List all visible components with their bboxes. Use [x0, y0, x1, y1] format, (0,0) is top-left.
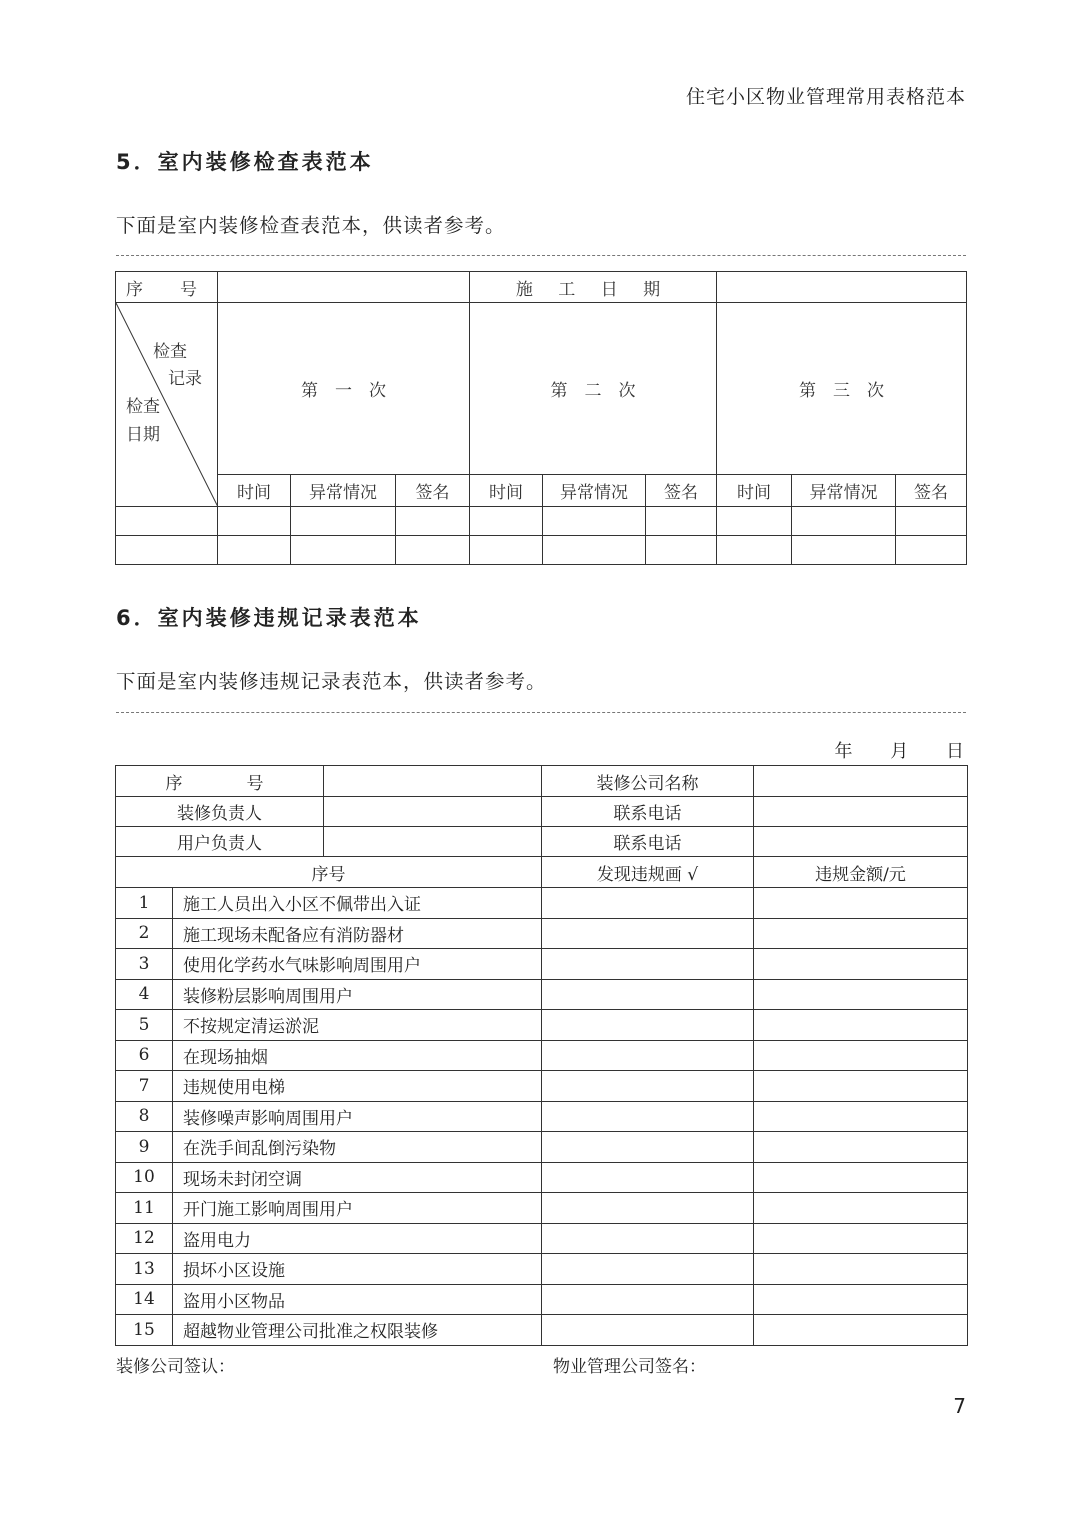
- owner-leader-value-cell: [324, 827, 542, 857]
- running-head: 住宅小区物业管理常用表格范本: [685, 86, 966, 108]
- table-row: [116, 1101, 968, 1132]
- found-cell: [542, 918, 754, 949]
- violation-item: 违规使用电梯: [173, 1071, 542, 1102]
- amount-cell: [754, 1101, 968, 1132]
- owner-leader-header: 用户负责人: [116, 827, 324, 857]
- decoration-leader-header: 装修负责人: [116, 797, 324, 827]
- company-name-header: 装修公司名称: [542, 766, 754, 797]
- found-cell: [542, 1010, 754, 1041]
- phone-header-1: 联系电话: [542, 797, 754, 827]
- section6-title: 6．室内装修违规记录表范本: [116, 606, 422, 630]
- found-cell: [542, 1132, 754, 1163]
- diag-label-record: 记录: [168, 369, 202, 389]
- row-number: 14: [116, 1284, 173, 1315]
- found-cell: [542, 888, 754, 919]
- found-cell: [542, 1101, 754, 1132]
- table-row: [116, 918, 968, 949]
- found-cell: [542, 1223, 754, 1254]
- company-sign-label: 装修公司签认：: [116, 1357, 235, 1377]
- phone-header-2: 联系电话: [542, 827, 754, 857]
- violation-item: 超越物业管理公司批准之权限装修: [173, 1315, 542, 1346]
- subheader-time: 时间: [470, 475, 543, 507]
- subheader-abnormal: 异常情况: [792, 475, 896, 507]
- table-row: [116, 1010, 968, 1041]
- found-cell: [542, 979, 754, 1010]
- amount-cell: [754, 949, 968, 980]
- amount-cell: [754, 1040, 968, 1071]
- found-cell: [542, 1315, 754, 1346]
- col-header-amount: 违规金额/元: [754, 857, 968, 888]
- property-sign-label: 物业管理公司签名：: [553, 1357, 706, 1377]
- amount-cell: [754, 1071, 968, 1102]
- violation-item: 盗用小区物品: [173, 1284, 542, 1315]
- amount-cell: [754, 888, 968, 919]
- table-row: [116, 1132, 968, 1163]
- violation-table: [115, 765, 968, 1346]
- found-cell: [542, 1284, 754, 1315]
- serial-header: 序 号: [116, 766, 324, 797]
- violation-item: 使用化学药水气味影响周围用户: [173, 949, 542, 980]
- violation-item: 在洗手间乱倒污染物: [173, 1132, 542, 1163]
- row-number: 15: [116, 1315, 173, 1346]
- subheader-time: 时间: [717, 475, 792, 507]
- date-line: 年 月 日: [834, 741, 966, 762]
- col-header-serial: 序号: [116, 857, 542, 888]
- table-row: [116, 1193, 968, 1224]
- violation-item: 装修粉层影响周围用户: [173, 979, 542, 1010]
- amount-cell: [754, 979, 968, 1010]
- serial-value-cell: [324, 766, 542, 797]
- row-number: 2: [116, 918, 173, 949]
- found-cell: [542, 1193, 754, 1224]
- found-cell: [542, 1071, 754, 1102]
- violation-item: 损坏小区设施: [173, 1254, 542, 1285]
- row-number: 1: [116, 888, 173, 919]
- construction-date-value-cell: [717, 272, 967, 303]
- row-number: 10: [116, 1162, 173, 1193]
- table-row: [116, 1284, 968, 1315]
- row-number: 8: [116, 1101, 173, 1132]
- row-number: 13: [116, 1254, 173, 1285]
- violation-item: 开门施工影响周围用户: [173, 1193, 542, 1224]
- table-row: [116, 1254, 968, 1285]
- row-number: 5: [116, 1010, 173, 1041]
- violation-item: 盗用电力: [173, 1223, 542, 1254]
- row-number: 12: [116, 1223, 173, 1254]
- table-row: [116, 979, 968, 1010]
- table-row: [116, 1315, 968, 1346]
- violation-item: 现场未封闭空调: [173, 1162, 542, 1193]
- subheader-time: 时间: [218, 475, 291, 507]
- subheader-sign: 签名: [396, 475, 470, 507]
- construction-date-header: 施 工 日 期: [470, 272, 717, 303]
- table-row: [116, 536, 967, 565]
- diag-label-check: 检查: [153, 342, 187, 362]
- violation-item: 在现场抽烟: [173, 1040, 542, 1071]
- section5-title: 5．室内装修检查表范本: [116, 150, 374, 174]
- amount-cell: [754, 1315, 968, 1346]
- violation-item: 不按规定清运淤泥: [173, 1010, 542, 1041]
- decoration-leader-value-cell: [324, 797, 542, 827]
- serial-header: 序 号: [116, 272, 218, 303]
- table-row: [116, 1223, 968, 1254]
- violation-item: 施工人员出入小区不佩带出入证: [173, 888, 542, 919]
- row-number: 6: [116, 1040, 173, 1071]
- table-row: [116, 949, 968, 980]
- row-number: 9: [116, 1132, 173, 1163]
- amount-cell: [754, 1010, 968, 1041]
- violation-item: 装修噪声影响周围用户: [173, 1101, 542, 1132]
- subheader-sign: 签名: [646, 475, 717, 507]
- row-number: 4: [116, 979, 173, 1010]
- subheader-sign: 签名: [896, 475, 967, 507]
- page-number: 7: [953, 1394, 966, 1418]
- violation-rows: [116, 888, 968, 1346]
- table-row: [116, 507, 967, 536]
- table-row: [116, 1071, 968, 1102]
- amount-cell: [754, 1162, 968, 1193]
- table-row: [116, 1040, 968, 1071]
- found-cell: [542, 1254, 754, 1285]
- round-2-header: 第 二 次: [470, 303, 717, 475]
- amount-cell: [754, 1223, 968, 1254]
- serial-value-cell: [218, 272, 470, 303]
- row-number: 3: [116, 949, 173, 980]
- phone-value-cell-2: [754, 827, 968, 857]
- phone-value-cell-1: [754, 797, 968, 827]
- diag-label-date: 日期: [126, 425, 160, 445]
- violation-item: 施工现场未配备应有消防器材: [173, 918, 542, 949]
- subheader-abnormal: 异常情况: [543, 475, 646, 507]
- found-cell: [542, 949, 754, 980]
- round-3-header: 第 三 次: [717, 303, 967, 475]
- inspection-table: [115, 271, 967, 565]
- table-row: [116, 888, 968, 919]
- row-number: 11: [116, 1193, 173, 1224]
- diag-label-check-bottom: 检查: [126, 397, 160, 417]
- subheader-abnormal: 异常情况: [291, 475, 396, 507]
- row-number: 7: [116, 1071, 173, 1102]
- col-header-found: 发现违规画 √: [542, 857, 754, 888]
- section5-divider: [116, 255, 966, 256]
- found-cell: [542, 1162, 754, 1193]
- company-name-value-cell: [754, 766, 968, 797]
- found-cell: [542, 1040, 754, 1071]
- round-1-header: 第 一 次: [218, 303, 470, 475]
- section6-divider: [116, 712, 966, 713]
- diagonal-header-cell: [116, 303, 218, 507]
- amount-cell: [754, 1193, 968, 1224]
- amount-cell: [754, 1132, 968, 1163]
- amount-cell: [754, 1284, 968, 1315]
- table-row: [116, 1162, 968, 1193]
- amount-cell: [754, 1254, 968, 1285]
- section6-intro: 下面是室内装修违规记录表范本，供读者参考。: [116, 670, 547, 693]
- amount-cell: [754, 918, 968, 949]
- section5-intro: 下面是室内装修检查表范本，供读者参考。: [116, 214, 506, 237]
